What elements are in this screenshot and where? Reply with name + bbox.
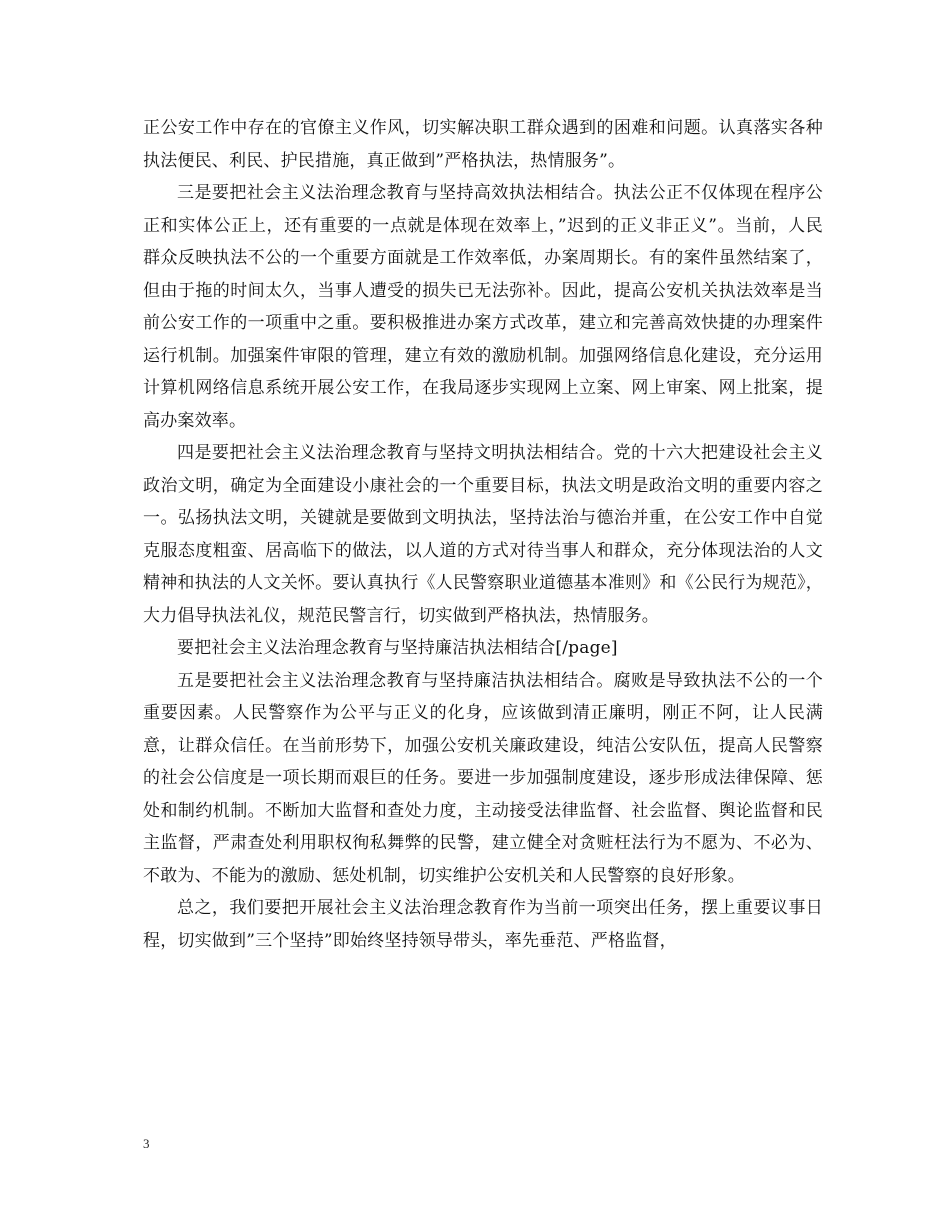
paragraph-3: 四是要把社会主义法治理念教育与坚持文明执法相结合。党的十六大把建设社会主义政治文明，确定为全面建设小康社会的一个重要目标，执法文明是政治文明的重要内容之一。弘扬执法文明，关键就是要做到文明执法，坚持法治与德治并重，在公安工作中自觉克服态度粗蛮、居高临下的做法，以人道的方式对待当事人和群众，充分体现法治的人文精神和执法的人文关怀。要认真执行《人民警察职业道德基本准则》和《公民行为规范》，大力倡导执法礼仪，规范民警言行，切实做到严格执法，热情服务。 [143, 443, 823, 626]
paragraph-5: 五是要把社会主义法治理念教育与坚持廉洁执法相结合。腐败是导致执法不公的一个重要因素。人民警察作为公平与正义的化身，应该做到清正廉明，刚正不阿，让人民满意，让群众信任。在当前形势下，加强公安机关廉政建设，纯洁公安队伍，提高人民警察的社会公信度是一项长期而艰巨的任务。要进一步加强制度建设，逐步形成法律保障、惩处和制约机制。不断加大监督和查处力度，主动接受法律监督、社会监督、舆论监督和民主监督，严肃查处利用职权徇私舞弊的民警，建立健全对贪赃枉法行为不愿为、不必为、不敢为、不能为的激励、惩处机制，切实维护公安机关和人民警察的良好形象。 [143, 670, 823, 886]
paragraph-6: 总之，我们要把开展社会主义法治理念教育作为当前一项突出任务，摆上重要议事日程，切实做到”三个坚持”即始终坚持领导带头，率先垂范、严格监督， [143, 898, 823, 951]
paragraph-1: 正公安工作中存在的官僚主义作风，切实解决职工群众遇到的困难和问题。认真落实各种执法便民、利民、护民措施，真正做到”严格执法，热情服务”。 [143, 118, 823, 171]
paragraph-2: 三是要把社会主义法治理念教育与坚持高效执法相结合。执法公正不仅体现在程序公正和实体公正上，还有重要的一点就是体现在效率上，”迟到的正义非正义”。当前，人民群众反映执法不公的一个重要方面就是工作效率低，办案周期长。有的案件虽然结案了，但由于拖的时间太久，当事人遭受的损失已无法弥补。因此，提高公安机关执法效率是当前公安工作的一项重中之重。要积极推进办案方式改革，建立和完善高效快捷的办理案件运行机制。加强案件审限的管理，建立有效的激励机制。加强网络信息化建设，充分运用计算机网络信息系统开展公安工作，在我局逐步实现网上立案、网上审案、网上批案，提高办案效率。 [143, 183, 823, 431]
paragraph-4: 要把社会主义法治理念教育与坚持廉洁执法相结合[/page] [177, 638, 618, 658]
page-number: 3 [143, 1136, 150, 1151]
document-body [143, 112, 823, 957]
